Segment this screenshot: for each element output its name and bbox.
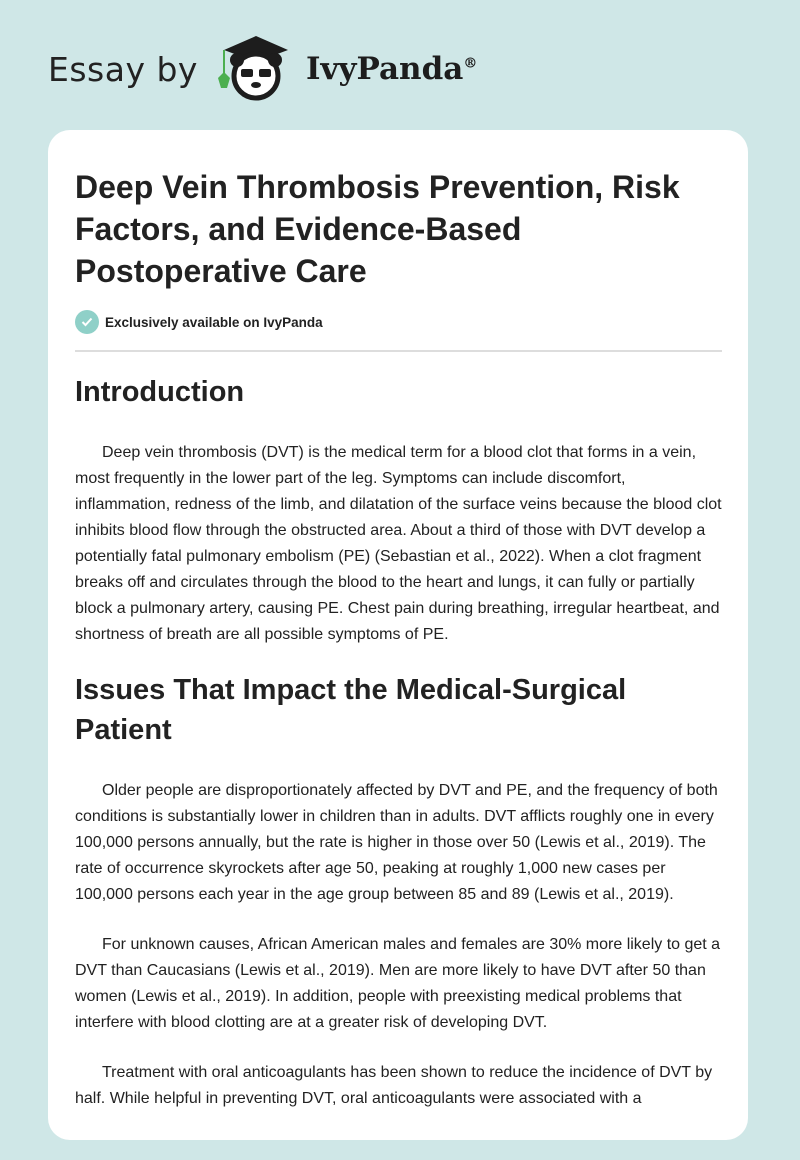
essay-by-label: Essay by <box>48 49 198 89</box>
paragraph: Older people are disproportionately affected by DVT and PE, and the frequency of both conditions is substantially lower in children than in adults. DVT afflicts roughly one in every 100,000 persons annually, but the rate is higher in those over 50 (Lewis et al., 2019). The rate of occurrence skyrockets after age 50, peaking at roughly 1,000 new cases per 100,000 persons each year in the age group between 85 and 89 (Lewis et al., 2019). <box>75 782 718 903</box>
paragraph: For unknown causes, African American males and females are 30% more likely to get a DVT than Caucasians (Lewis et al., 2019). Men are more likely to have DVT after 50 than women (Lewis et al., 2019). In addition, people with preexisting medical problems that interfere with blood clotting are at a greater risk of developing DVT. <box>75 936 721 1031</box>
brand-name[interactable]: IvyPanda® <box>305 51 478 87</box>
divider <box>75 350 722 352</box>
panda-logo-icon[interactable] <box>216 32 296 107</box>
paragraph: Treatment with oral anticoagulants has been shown to reduce the incidence of DVT by half. While helpful in preventing DVT, oral anticoagulants were associated with a <box>75 1064 713 1107</box>
exclusive-badge: Exclusively available on IvyPanda <box>75 310 722 334</box>
essay-card <box>48 130 748 1140</box>
site-header <box>48 34 477 104</box>
essay-title: Deep Vein Thrombosis Prevention, Risk Factors, and Evidence-Based Postoperative Care <box>75 169 680 289</box>
section-heading: Introduction <box>75 376 245 408</box>
paragraph: Deep vein thrombosis (DVT) is the medical term for a blood clot that forms in a vein, most frequently in the lower part of the leg. Symptoms can include discomfort, inflammation, redness of the limb, and dilatation of the surface veins because the blood clot inhibits blood flow through the obstructed area. About a third of those with DVT develop a potentially fatal pulmonary embolism (PE) (Sebastian et al., 2022). When a clot fragment breaks off and circulates through the blood to the heart and lungs, it can fully or partially block a pulmonary artery, causing PE. Chest pain during breathing, irregular heartbeat, and shortness of breath are all possible symptoms of PE. <box>75 444 722 643</box>
check-icon <box>75 310 99 334</box>
section-heading: Issues That Impact the Medical-Surgical Patient <box>75 674 627 746</box>
